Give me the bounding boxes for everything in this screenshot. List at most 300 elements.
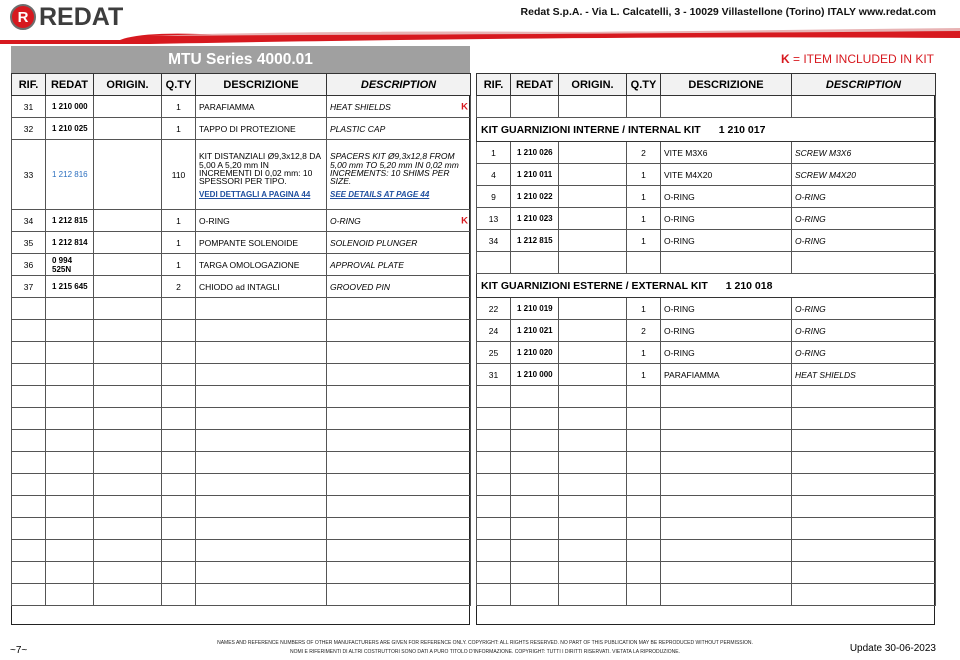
cell-qty: 1 — [627, 186, 661, 208]
cell-origin — [559, 342, 627, 364]
cell-descr-it: TARGA OMOLOGAZIONE — [196, 254, 327, 276]
empty-cell — [12, 540, 46, 562]
empty-cell — [196, 518, 327, 540]
kit-internal-heading — [477, 118, 936, 142]
cell-descr-it: PARAFIAMMA — [196, 96, 327, 118]
kit-internal-code: 1 210 017 — [718, 123, 766, 136]
cell-origin — [94, 232, 162, 254]
cell-origin — [94, 276, 162, 298]
empty-cell — [12, 386, 46, 408]
cell-origin — [559, 364, 627, 386]
table-row — [477, 208, 936, 230]
empty-cell — [196, 298, 327, 320]
empty-row — [477, 540, 936, 562]
cell-rif: 35 — [12, 232, 46, 254]
cell-redat: 1 210 019 — [511, 298, 559, 320]
cell-origin — [559, 298, 627, 320]
empty-cell — [477, 518, 511, 540]
cell-rif: 34 — [477, 230, 511, 252]
empty-row — [477, 408, 936, 430]
cell-descr-en: SCREW M4X20 — [792, 164, 936, 186]
empty-cell — [196, 496, 327, 518]
empty-cell — [327, 562, 471, 584]
cell-qty: 1 — [627, 342, 661, 364]
copyright-disclaimer — [160, 639, 810, 657]
empty-cell — [661, 474, 792, 496]
empty-cell — [196, 562, 327, 584]
cell-descr-en: HEAT SHIELDS — [792, 364, 936, 386]
descr-en-text: O-RING — [330, 215, 361, 226]
cell-descr-en: O-RING — [792, 298, 936, 320]
series-title: MTU Series 4000.01 — [11, 46, 470, 73]
cell-rif: 1 — [477, 142, 511, 164]
empty-cell — [792, 430, 936, 452]
empty-cell — [162, 298, 196, 320]
cell-descr-it: VITE M4X20 — [661, 164, 792, 186]
col-origin: ORIGIN. — [559, 74, 627, 96]
cell-qty: 1 — [627, 298, 661, 320]
page-header — [0, 0, 960, 46]
cell-origin — [94, 140, 162, 210]
table-row — [12, 276, 471, 298]
empty-cell — [327, 386, 471, 408]
empty-cell — [12, 562, 46, 584]
empty-cell — [46, 408, 94, 430]
empty-cell — [627, 386, 661, 408]
empty-cell — [94, 320, 162, 342]
cell-descr-en: O-RING — [792, 186, 936, 208]
empty-cell — [627, 562, 661, 584]
cell-rif: 25 — [477, 342, 511, 364]
empty-cell — [162, 386, 196, 408]
cell-descr-en — [327, 140, 471, 210]
empty-cell — [46, 298, 94, 320]
empty-cell — [196, 364, 327, 386]
empty-row — [477, 518, 936, 540]
kit-marker: K — [461, 101, 468, 112]
header-swoosh — [0, 28, 960, 46]
cell-descr-it: POMPANTE SOLENOIDE — [196, 232, 327, 254]
cell-redat: 1 212 814 — [46, 232, 94, 254]
empty-cell — [46, 474, 94, 496]
empty-cell — [559, 430, 627, 452]
empty-cell — [327, 364, 471, 386]
cell-redat: 1 210 000 — [46, 96, 94, 118]
kit-marker: K — [461, 215, 468, 226]
empty-cell — [46, 496, 94, 518]
table-row — [477, 342, 936, 364]
details-link-it[interactable]: VEDI DETTAGLI A PAGINA 44 — [199, 190, 311, 200]
cell-origin — [94, 96, 162, 118]
empty-row — [12, 364, 471, 386]
col-rif: RIF. — [477, 74, 511, 96]
empty-row — [477, 452, 936, 474]
table-row — [477, 364, 936, 386]
cell-redat: 1 212 815 — [511, 230, 559, 252]
empty-cell — [511, 584, 559, 606]
col-rif: RIF. — [12, 74, 46, 96]
update-date: Update 30-06-2023 — [849, 643, 936, 654]
cell-rif: 36 — [12, 254, 46, 276]
disclaimer-en: NAMES AND REFERENCE NUMBERS OF OTHER MANUFACTURERS ARE GIVEN FOR REFERENCE ONLY. COPYRIGHT: ALL RIGHTS RESERVED. NO PART OF THIS PUBLICATION MAY BE REPRODUCED WITHOUT PERMISSION. — [217, 640, 753, 646]
table-row — [12, 232, 471, 254]
empty-cell — [327, 408, 471, 430]
empty-cell — [196, 430, 327, 452]
empty-cell — [477, 562, 511, 584]
empty-cell — [162, 364, 196, 386]
disclaimer-it: NOMI E RIFERIMENTI DI ALTRI COSTRUTTORI SONO DATI A PURO TITOLO D'INFORMAZIONE. COPYRIGHT: TUTTI I DIRITTI RISERVATI. VIETATA LA RIPRODUZIONE. — [290, 649, 680, 655]
details-link-en[interactable]: SEE DETAILS AT PAGE 44 — [330, 190, 430, 200]
empty-cell — [12, 518, 46, 540]
cell-qty: 2 — [162, 276, 196, 298]
empty-cell — [477, 584, 511, 606]
empty-cell — [661, 584, 792, 606]
empty-cell — [46, 386, 94, 408]
logo-mark: R — [10, 4, 36, 30]
table-row — [12, 118, 471, 140]
kit-external-code: 1 210 018 — [725, 279, 773, 292]
empty-cell — [327, 430, 471, 452]
empty-cell — [94, 430, 162, 452]
cell-descr-it: O-RING — [661, 186, 792, 208]
cell-redat: 1 210 023 — [511, 208, 559, 230]
empty-row — [12, 584, 471, 606]
empty-cell — [94, 562, 162, 584]
empty-cell — [327, 342, 471, 364]
cell-redat: 1 210 020 — [511, 342, 559, 364]
empty-cell — [511, 386, 559, 408]
empty-cell — [196, 474, 327, 496]
empty-cell — [327, 474, 471, 496]
cell-descr-it: O-RING — [661, 230, 792, 252]
cell-origin — [94, 254, 162, 276]
cell-qty: 110 — [162, 140, 196, 210]
table-header-row — [477, 74, 936, 96]
empty-row — [12, 408, 471, 430]
empty-cell — [792, 540, 936, 562]
empty-cell — [559, 562, 627, 584]
empty-row — [12, 386, 471, 408]
empty-cell — [94, 364, 162, 386]
table-row — [477, 164, 936, 186]
empty-cell — [327, 298, 471, 320]
empty-row — [12, 320, 471, 342]
cell-redat: 1 210 011 — [511, 164, 559, 186]
cell-qty: 1 — [162, 232, 196, 254]
empty-cell — [94, 298, 162, 320]
table-row — [12, 96, 471, 118]
cell-descr-it: O-RING — [196, 210, 327, 232]
cell-descr-it: O-RING — [661, 298, 792, 320]
empty-cell — [327, 540, 471, 562]
empty-cell — [792, 386, 936, 408]
cell-redat: 1 212 816 — [46, 140, 94, 210]
empty-cell — [477, 540, 511, 562]
empty-cell — [661, 452, 792, 474]
empty-cell — [12, 430, 46, 452]
empty-row — [477, 474, 936, 496]
empty-cell — [559, 518, 627, 540]
empty-cell — [792, 562, 936, 584]
cell-origin — [559, 208, 627, 230]
empty-cell — [46, 452, 94, 474]
empty-cell — [511, 540, 559, 562]
cell-descr-en: APPROVAL PLATE — [327, 254, 471, 276]
cell-rif: 24 — [477, 320, 511, 342]
table-row — [12, 140, 471, 210]
empty-cell — [162, 430, 196, 452]
empty-cell — [511, 518, 559, 540]
cell-origin — [559, 320, 627, 342]
empty-cell — [196, 342, 327, 364]
cell-origin — [559, 230, 627, 252]
empty-cell — [94, 386, 162, 408]
empty-cell — [46, 562, 94, 584]
col-redat: REDAT — [511, 74, 559, 96]
cell-descr-en — [327, 210, 471, 232]
empty-row — [12, 430, 471, 452]
cell-origin — [94, 210, 162, 232]
empty-cell — [792, 584, 936, 606]
empty-cell — [327, 518, 471, 540]
cell-descr-en: SOLENOID PLUNGER — [327, 232, 471, 254]
empty-cell — [46, 364, 94, 386]
cell-rif: 13 — [477, 208, 511, 230]
empty-cell — [162, 342, 196, 364]
cell-qty: 1 — [162, 118, 196, 140]
cell-rif: 9 — [477, 186, 511, 208]
empty-cell — [477, 430, 511, 452]
empty-cell — [12, 364, 46, 386]
empty-cell — [46, 584, 94, 606]
empty-cell — [162, 408, 196, 430]
table-row — [12, 254, 471, 276]
table-row — [477, 96, 936, 118]
empty-cell — [94, 474, 162, 496]
cell-redat: 1 215 645 — [46, 276, 94, 298]
cell-origin — [559, 142, 627, 164]
empty-row — [12, 518, 471, 540]
empty-cell — [94, 408, 162, 430]
empty-row — [12, 496, 471, 518]
empty-cell — [477, 386, 511, 408]
cell-rif: 22 — [477, 298, 511, 320]
cell-rif: 34 — [12, 210, 46, 232]
col-redat: REDAT — [46, 74, 94, 96]
empty-cell — [661, 540, 792, 562]
cell-descr-en: O-RING — [792, 208, 936, 230]
col-descr-it: DESCRIZIONE — [661, 74, 792, 96]
page-number: ~7~ — [10, 645, 28, 656]
cell-descr-it: O-RING — [661, 320, 792, 342]
col-descr-it: DESCRIZIONE — [196, 74, 327, 96]
cell-descr-en: SCREW M3X6 — [792, 142, 936, 164]
kit-external-label: KIT GUARNIZIONI ESTERNE / EXTERNAL KIT — [481, 279, 708, 292]
empty-row — [477, 584, 936, 606]
empty-cell — [661, 408, 792, 430]
right-empty-rows — [477, 386, 936, 606]
empty-row — [12, 562, 471, 584]
cell-descr-en — [327, 118, 471, 140]
cell-rif: 33 — [12, 140, 46, 210]
logo-text: REDAT — [39, 2, 124, 31]
empty-row — [12, 298, 471, 320]
cell-redat: 1 210 026 — [511, 142, 559, 164]
col-qty: Q.TY — [162, 74, 196, 96]
col-descr-en: DESCRIPTION — [327, 74, 471, 96]
empty-cell — [196, 386, 327, 408]
empty-cell — [792, 496, 936, 518]
cell-descr-it: TAPPO DI PROTEZIONE — [196, 118, 327, 140]
empty-row — [477, 496, 936, 518]
kit-internal-cell — [477, 118, 936, 142]
empty-cell — [511, 430, 559, 452]
descr-en-text: PLASTIC CAP — [330, 123, 386, 134]
kit-legend — [760, 52, 934, 66]
empty-cell — [627, 474, 661, 496]
col-qty: Q.TY — [627, 74, 661, 96]
table-row — [477, 186, 936, 208]
cell-redat: 1 210 022 — [511, 186, 559, 208]
empty-cell — [94, 584, 162, 606]
table-row — [477, 142, 936, 164]
cell-qty: 1 — [627, 164, 661, 186]
empty-cell — [196, 540, 327, 562]
table-row — [477, 230, 936, 252]
cell-redat: 1 210 025 — [46, 118, 94, 140]
empty-cell — [559, 386, 627, 408]
cell-qty: 2 — [627, 142, 661, 164]
empty-cell — [12, 584, 46, 606]
empty-cell — [12, 452, 46, 474]
descr-it-text: KIT DISTANZIALI Ø9,3x12,8 DA 5,00 A 5,20 mm IN INCREMENTI DI 0,02 mm: 10 SPESSORI PER TIPO. — [199, 151, 321, 187]
empty-cell — [511, 496, 559, 518]
empty-cell — [511, 562, 559, 584]
legend-text: = ITEM INCLUDED IN KIT — [789, 52, 934, 66]
cell-origin — [94, 118, 162, 140]
empty-cell — [46, 518, 94, 540]
empty-cell — [46, 320, 94, 342]
empty-cell — [162, 562, 196, 584]
empty-cell — [559, 474, 627, 496]
empty-cell — [162, 496, 196, 518]
empty-cell — [661, 496, 792, 518]
cell-descr-en — [327, 96, 471, 118]
cell-redat: 1 210 021 — [511, 320, 559, 342]
empty-cell — [327, 452, 471, 474]
cell-redat: 1 210 000 — [511, 364, 559, 386]
empty-cell — [477, 474, 511, 496]
descr-en-text: SPACERS KIT Ø9,3x12,8 FROM 5,00 mm TO 5,20 mm IN 0,02 mm INCREMENTS: 10 SHIMS PER SIZE. — [330, 151, 459, 187]
cell-descr-en: O-RING — [792, 320, 936, 342]
empty-cell — [196, 320, 327, 342]
cell-descr-en: O-RING — [792, 230, 936, 252]
empty-cell — [559, 540, 627, 562]
empty-cell — [12, 320, 46, 342]
right-kits-table — [476, 73, 936, 606]
cell-qty: 1 — [627, 208, 661, 230]
col-descr-en: DESCRIPTION — [792, 74, 936, 96]
descr-en-text: HEAT SHIELDS — [330, 101, 391, 112]
cell-rif: 31 — [12, 96, 46, 118]
logo — [10, 4, 123, 30]
empty-cell — [162, 518, 196, 540]
empty-cell — [162, 320, 196, 342]
cell-descr-it: O-RING — [661, 208, 792, 230]
empty-cell — [661, 518, 792, 540]
cell-qty: 1 — [627, 230, 661, 252]
empty-cell — [162, 540, 196, 562]
cell-descr-en: GROOVED PIN — [327, 276, 471, 298]
empty-cell — [94, 540, 162, 562]
empty-cell — [792, 474, 936, 496]
empty-cell — [94, 342, 162, 364]
cell-qty: 1 — [162, 210, 196, 232]
empty-cell — [627, 496, 661, 518]
empty-cell — [94, 518, 162, 540]
empty-cell — [477, 408, 511, 430]
empty-cell — [94, 452, 162, 474]
cell-origin — [559, 186, 627, 208]
empty-cell — [162, 452, 196, 474]
left-empty-rows — [12, 298, 471, 606]
empty-cell — [46, 430, 94, 452]
cell-rif: 37 — [12, 276, 46, 298]
table-row — [477, 320, 936, 342]
cell-descr-it: O-RING — [661, 342, 792, 364]
table-row — [12, 210, 471, 232]
table-header-row — [12, 74, 471, 96]
empty-cell — [477, 452, 511, 474]
empty-row — [477, 562, 936, 584]
company-address: Redat S.p.A. - Via L. Calcatelli, 3 - 10029 Villastellone (Torino) ITALY www.redat.com — [520, 6, 936, 18]
empty-cell — [12, 342, 46, 364]
table-row — [477, 252, 936, 274]
empty-cell — [559, 408, 627, 430]
empty-row — [477, 430, 936, 452]
empty-cell — [46, 540, 94, 562]
cell-rif: 32 — [12, 118, 46, 140]
cell-rif: 31 — [477, 364, 511, 386]
empty-cell — [792, 408, 936, 430]
empty-cell — [477, 496, 511, 518]
empty-cell — [511, 408, 559, 430]
cell-redat: 1 212 815 — [46, 210, 94, 232]
empty-cell — [559, 584, 627, 606]
empty-cell — [559, 496, 627, 518]
cell-descr-en: O-RING — [792, 342, 936, 364]
empty-row — [477, 386, 936, 408]
empty-cell — [196, 584, 327, 606]
cell-qty: 2 — [627, 320, 661, 342]
empty-cell — [627, 452, 661, 474]
empty-cell — [627, 540, 661, 562]
empty-row — [12, 474, 471, 496]
cell-descr-it: PARAFIAMMA — [661, 364, 792, 386]
empty-cell — [511, 452, 559, 474]
empty-row — [12, 452, 471, 474]
empty-cell — [327, 496, 471, 518]
empty-cell — [327, 584, 471, 606]
cell-redat: 0 994 525N — [46, 254, 94, 276]
empty-cell — [162, 584, 196, 606]
empty-cell — [792, 452, 936, 474]
empty-cell — [327, 320, 471, 342]
left-parts-table — [11, 73, 471, 606]
cell-descr-it — [196, 140, 327, 210]
empty-cell — [627, 518, 661, 540]
empty-cell — [12, 298, 46, 320]
